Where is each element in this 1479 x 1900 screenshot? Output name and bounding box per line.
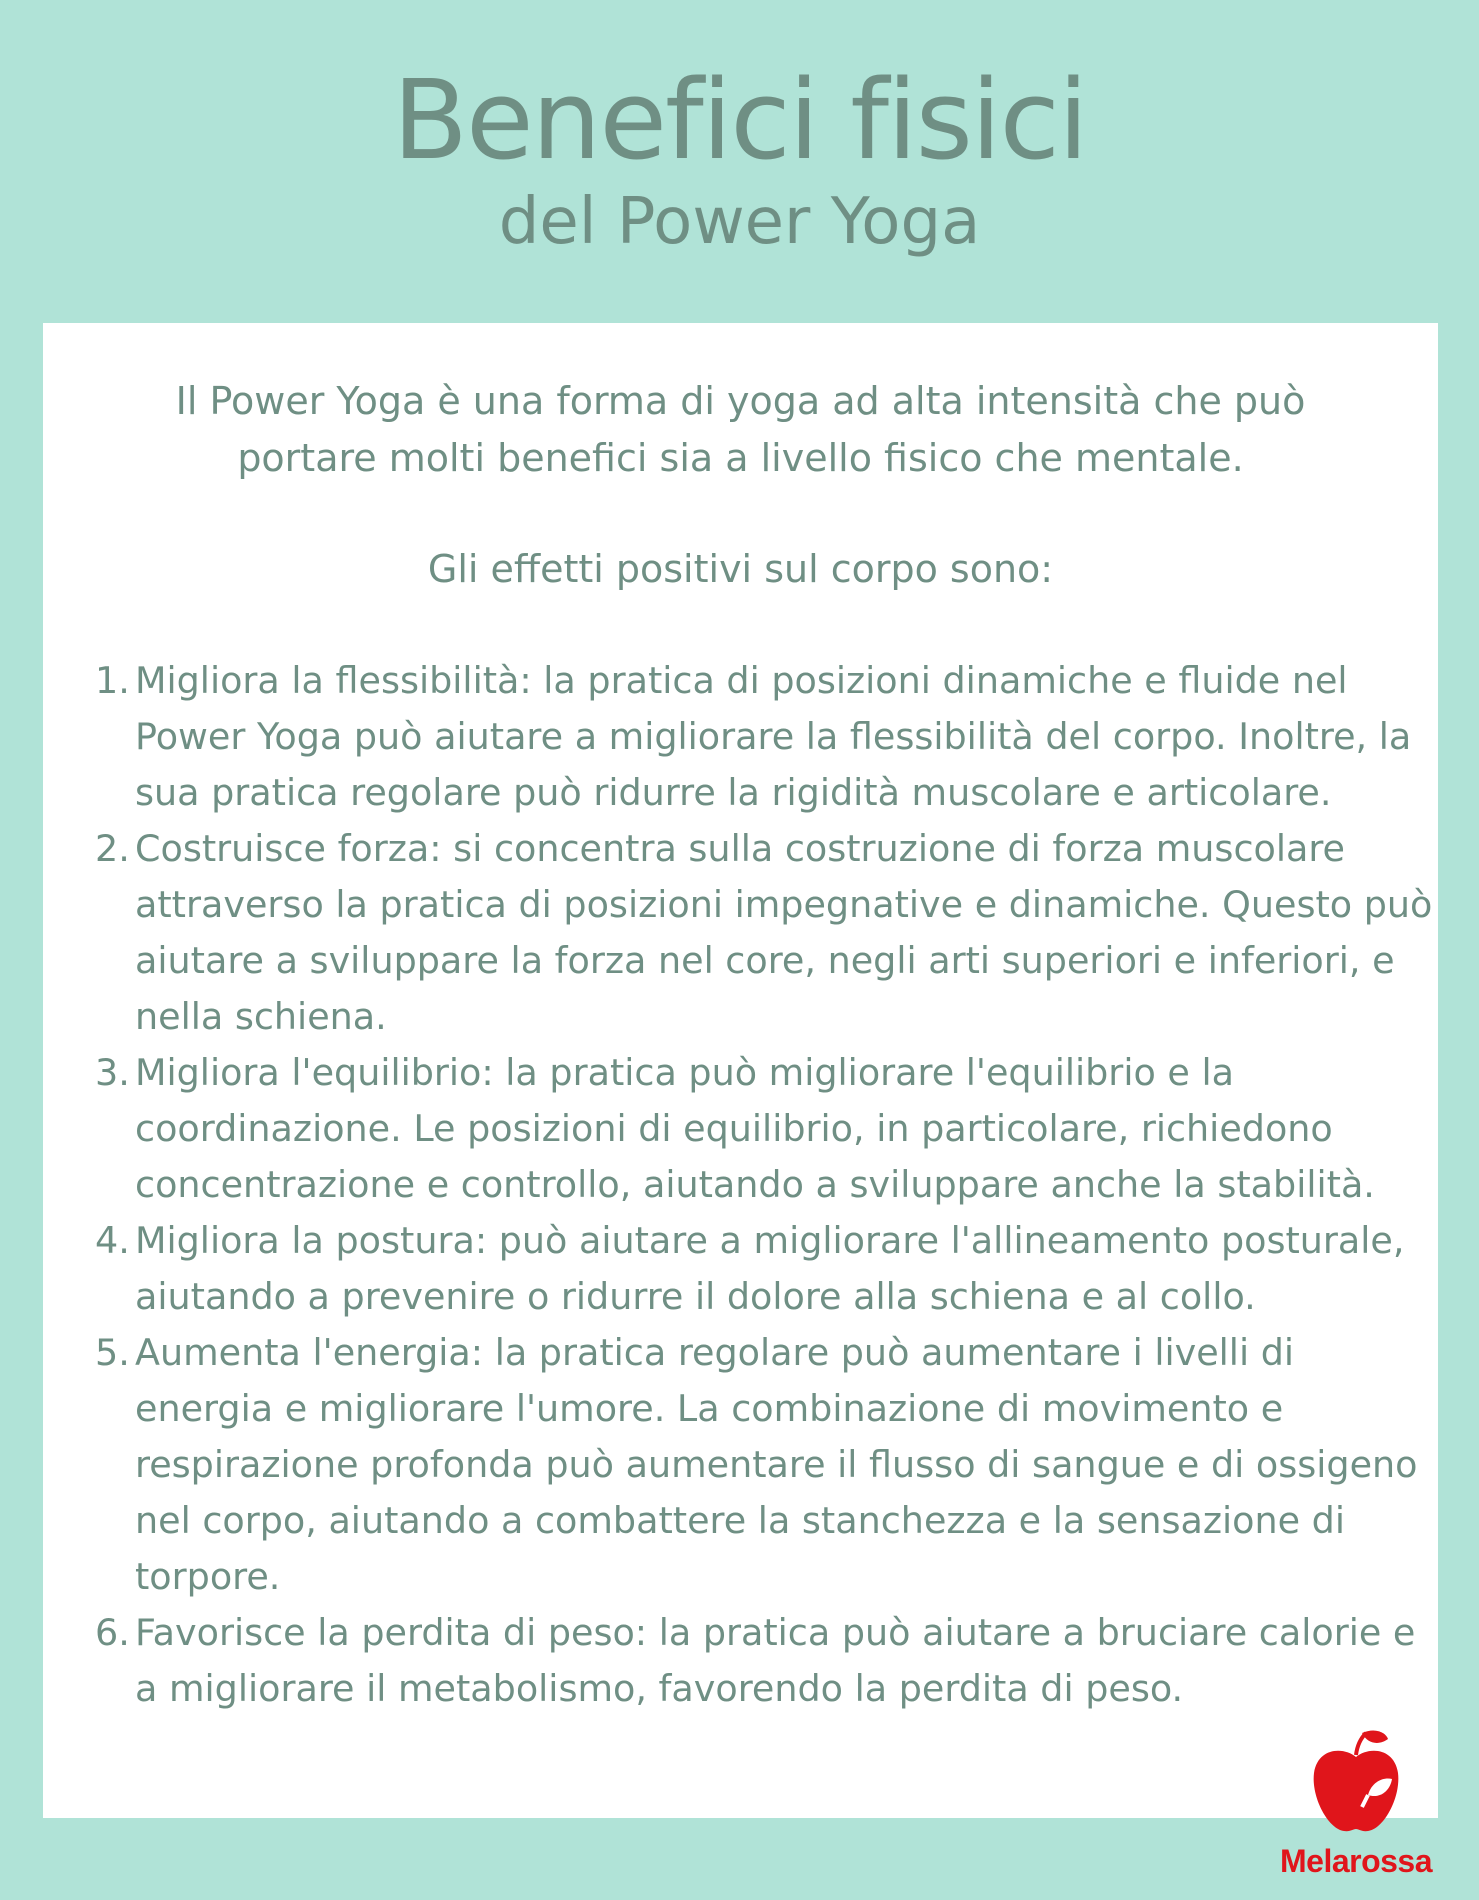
list-item-text: Favorisce la perdita di peso: la pratica può aiutare a bruciare calorie e a migliorare il metabolismo, favorendo la perdita di peso. — [135, 1611, 1416, 1710]
list-item-number: 6. — [95, 1611, 130, 1654]
list-item-number: 2. — [95, 827, 130, 870]
benefits-list — [95, 653, 1435, 1717]
intro-paragraph: Il Power Yoga è una forma di yoga ad alta intensità che può portare molti benefici sia a livello fisico che mentale. — [175, 379, 1306, 480]
list-item-text: Migliora la postura: può aiutare a migliorare l'allineamento posturale, aiutando a prevenire o ridurre il dolore alla schiena e al collo. — [135, 1219, 1405, 1318]
page-title: Benefici fisici — [392, 56, 1087, 184]
list-item-number: 4. — [95, 1219, 130, 1262]
brand-logo — [1271, 1725, 1441, 1880]
page-subtitle: del Power Yoga — [498, 185, 981, 259]
list-item — [95, 1325, 1435, 1605]
list-item — [95, 653, 1435, 821]
brand-name: Melarossa — [1279, 1843, 1433, 1879]
apple-icon — [1310, 1725, 1402, 1837]
list-item-text: Migliora l'equilibrio: la pratica può migliorare l'equilibrio e la coordinazione. Le posizioni di equilibrio, in particolare, richiedono concentrazione e controllo, aiutando a sviluppare anche la stabilità. — [135, 1051, 1375, 1206]
list-item-text: Aumenta l'energia: la pratica regolare può aumentare i livelli di energia e migliorare l'umore. La combinazione di movimento e respirazione profonda può aumentare il flusso di sangue e di ossigeno nel corpo, aiutando a combattere la stanchezza e la sensazione di torpore. — [135, 1331, 1418, 1598]
list-item — [95, 821, 1435, 1045]
list-item-text: Costruisce forza: si concentra sulla costruzione di forza muscolare attraverso la pratica di posizioni impegnative e dinamiche. Questo può aiutare a sviluppare la forza nel core, negli arti superiori e inferiori, e nella schiena. — [135, 827, 1433, 1038]
list-item-text: Migliora la flessibilità: la pratica di posizioni dinamiche e fluide nel Power Yoga può aiutare a migliorare la flessibilità del corpo. Inoltre, la sua pratica regolare può ridurre la rigidità muscolare e articolare. — [135, 659, 1412, 814]
header — [0, 56, 1479, 259]
list-item — [95, 1605, 1435, 1717]
list-lead: Gli effetti positivi sul corpo sono: — [427, 547, 1054, 591]
list-item — [95, 1213, 1435, 1325]
list-item-number: 5. — [95, 1331, 130, 1374]
list-item — [95, 1045, 1435, 1213]
content-card — [43, 323, 1438, 1818]
list-item-number: 1. — [95, 659, 130, 702]
list-item-number: 3. — [95, 1051, 130, 1094]
